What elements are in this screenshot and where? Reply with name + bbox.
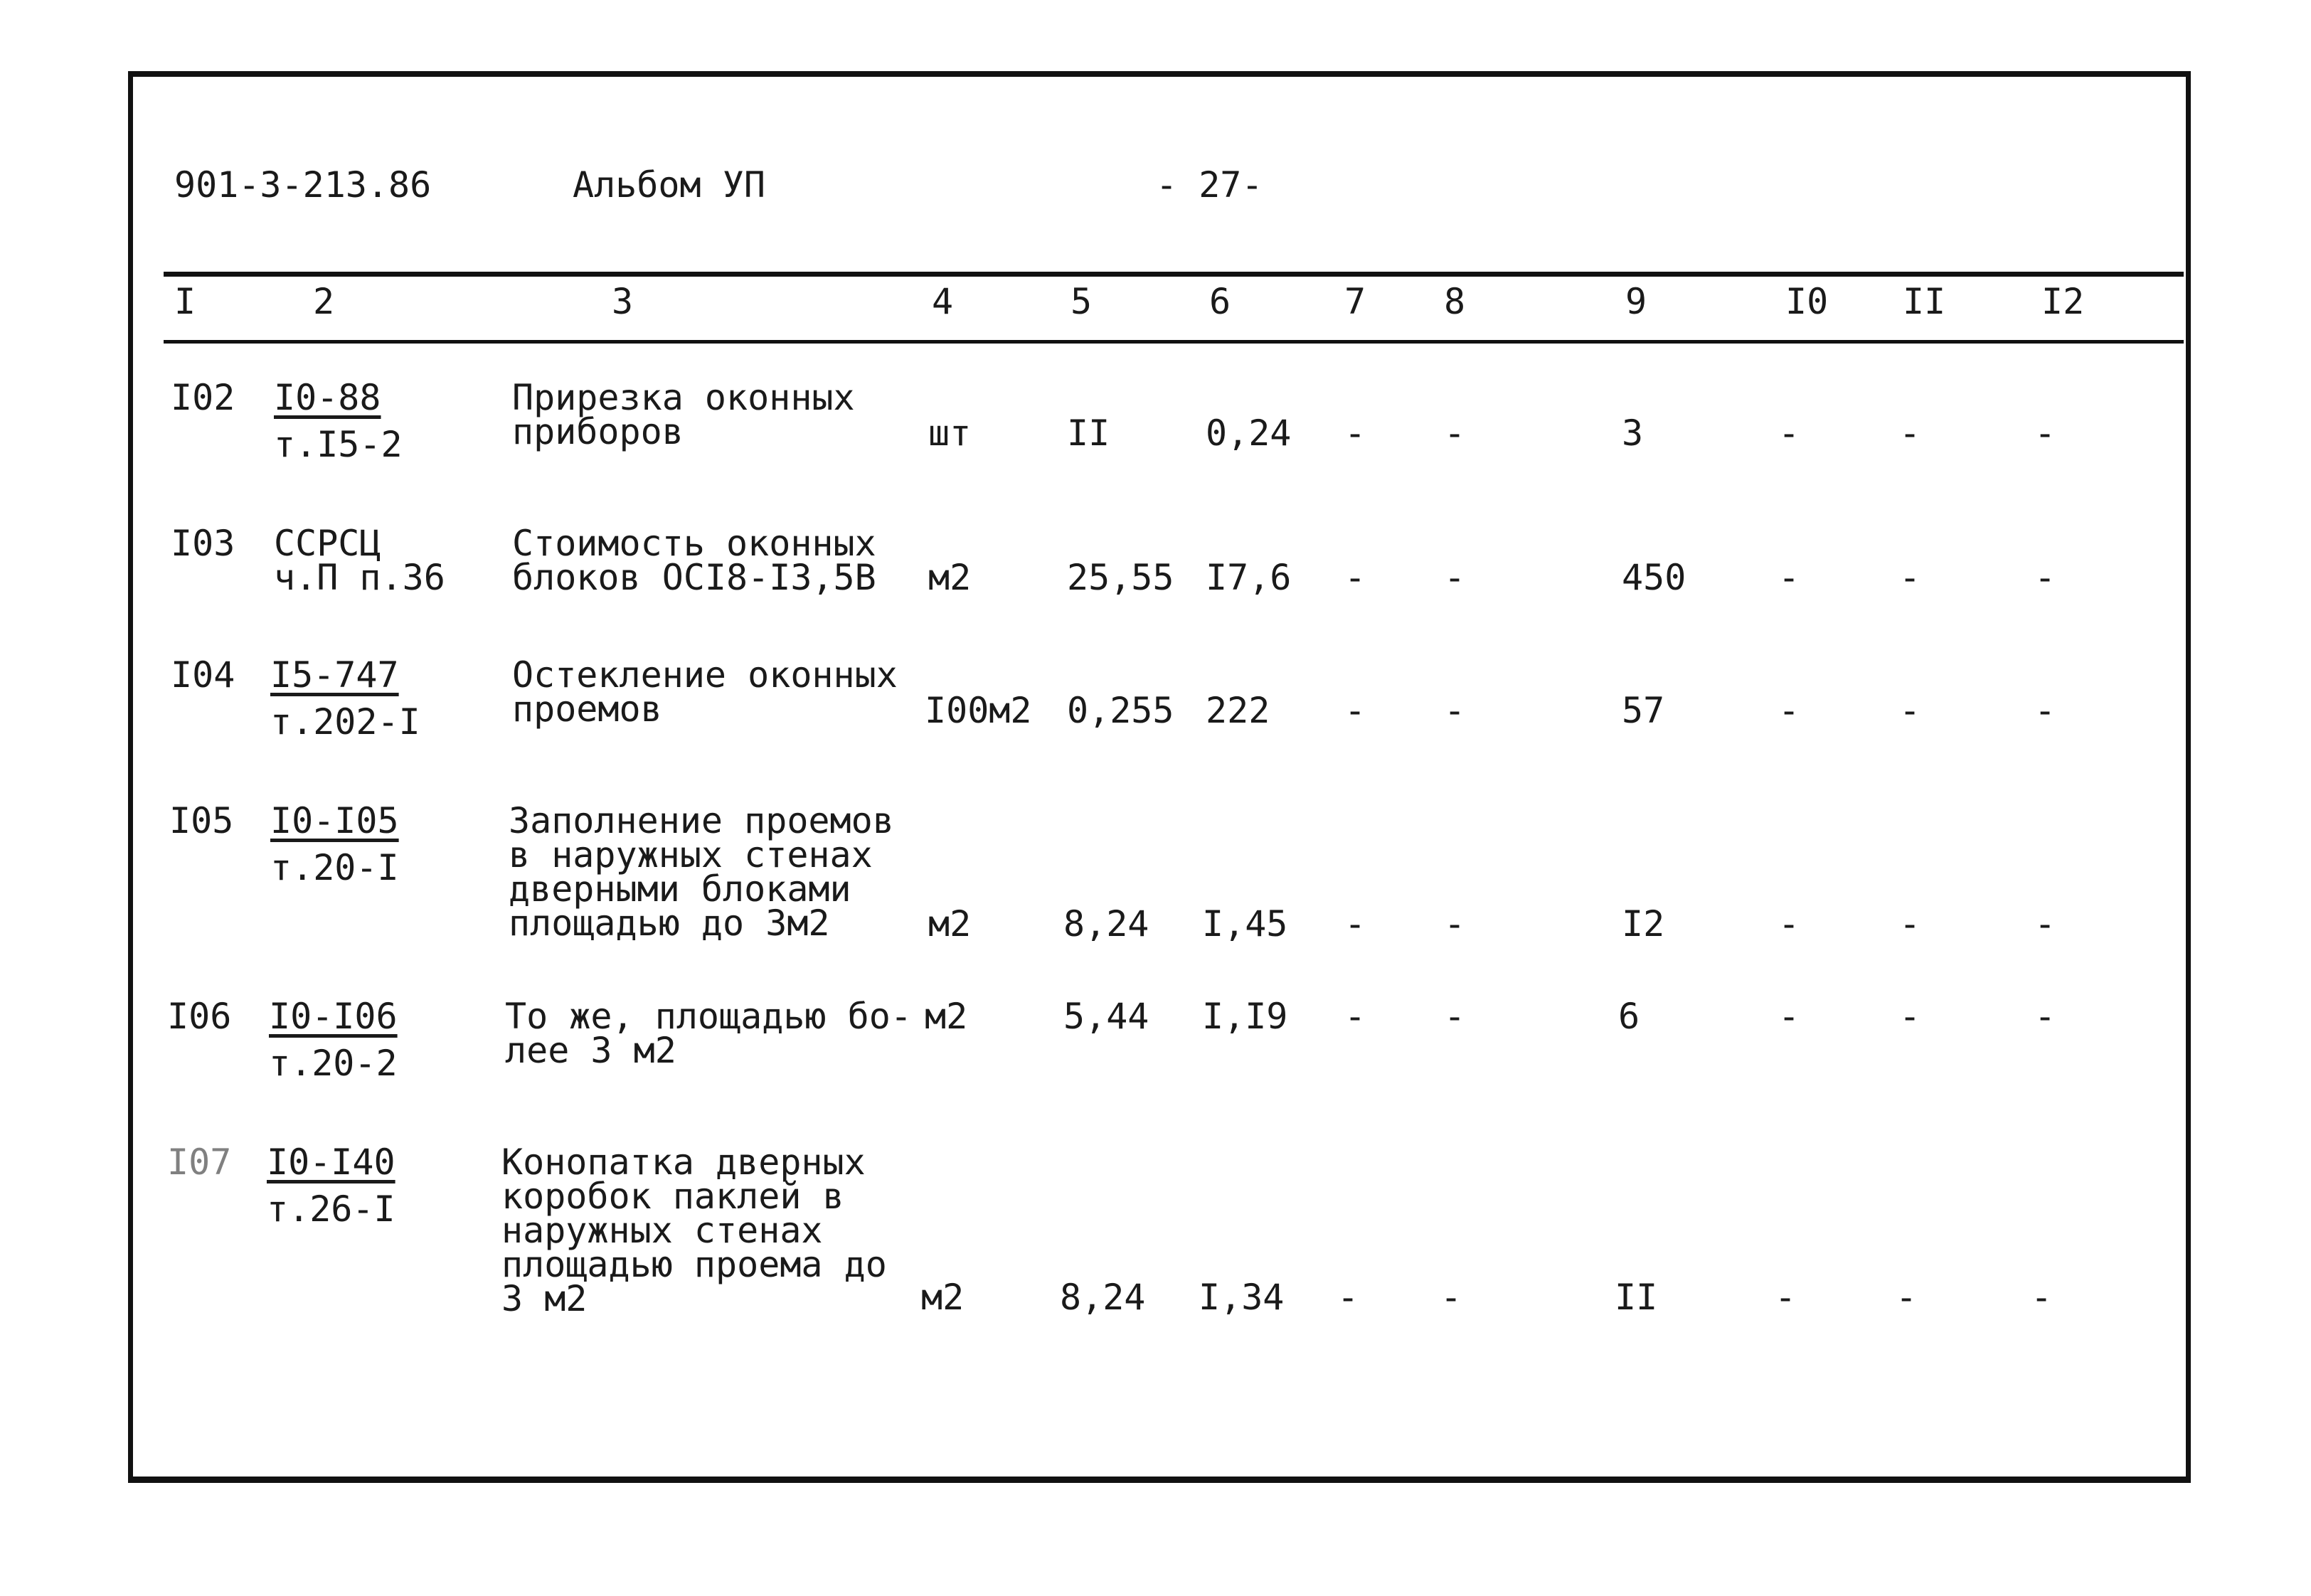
quantity: 25,55	[1067, 557, 1174, 598]
column-7-value: -	[1344, 557, 1366, 598]
column-12-value: -	[2034, 413, 2056, 454]
column-6-value: I,I9	[1202, 996, 1288, 1037]
column-6-value: I,34	[1199, 1277, 1285, 1318]
column-7-value: -	[1344, 996, 1366, 1037]
quantity: 5,44	[1063, 996, 1149, 1037]
unit: м2	[928, 903, 972, 945]
unit: м2	[925, 996, 968, 1037]
column-11-value: -	[1899, 413, 1921, 454]
norm-code: I0-88	[274, 377, 381, 418]
row-number: I03	[171, 523, 235, 564]
column-7-value: -	[1337, 1277, 1359, 1318]
work-description: Остекление оконных проемов	[512, 654, 898, 730]
column-12-value: -	[2031, 1277, 2053, 1318]
column-6-value: 0,24	[1206, 413, 1292, 454]
column-header: 8	[1444, 281, 1466, 322]
column-header: 4	[932, 281, 954, 322]
row-number: I04	[171, 654, 235, 696]
column-9-value: 3	[1622, 413, 1644, 454]
column-11-value: -	[1899, 557, 1921, 598]
norm-reference	[270, 800, 399, 888]
column-header: 6	[1209, 281, 1231, 322]
norm-table: т.20-2	[269, 1043, 398, 1084]
document-code: 901-3-213.86	[174, 164, 432, 206]
column-11-value: -	[1896, 1277, 1918, 1318]
column-12-value: -	[2034, 690, 2056, 731]
column-10-value: -	[1778, 690, 1800, 731]
column-header: 3	[612, 281, 634, 322]
column-11-value: -	[1899, 690, 1921, 731]
row-number: I07	[167, 1142, 232, 1183]
column-12-value: -	[2034, 557, 2056, 598]
column-9-value: 6	[1618, 996, 1640, 1037]
norm-table: т.26-I	[267, 1188, 395, 1230]
row-number: I02	[171, 377, 235, 418]
norm-table: т.I5-2	[274, 424, 403, 465]
column-6-value: I7,6	[1206, 557, 1292, 598]
column-7-value: -	[1344, 413, 1366, 454]
work-description: Конопатка дверных коробок паклей в наружных стенах площадью проема до 3 м2	[501, 1142, 887, 1319]
column-9-value: 57	[1622, 690, 1665, 731]
norm-code: ССРСЦ	[274, 523, 381, 564]
column-12-value: -	[2034, 903, 2056, 945]
column-10-value: -	[1778, 557, 1800, 598]
work-description: Прирезка оконных приборов	[512, 377, 855, 452]
norm-table: т.202-I	[270, 701, 420, 743]
column-8-value: -	[1444, 903, 1466, 945]
norm-reference	[274, 377, 403, 465]
quantity: 8,24	[1060, 1277, 1146, 1318]
column-8-value: -	[1444, 557, 1466, 598]
table-top-rule	[164, 272, 2184, 277]
norm-reference	[274, 523, 445, 598]
unit: м2	[928, 557, 972, 598]
norm-code: I0-I40	[267, 1142, 395, 1183]
work-description: То же, площадью бо- лее 3 м2	[505, 996, 912, 1071]
page-frame	[128, 71, 2191, 1483]
album-title: Альбом УП	[573, 164, 765, 206]
column-11-value: -	[1899, 903, 1921, 945]
column-8-value: -	[1440, 1277, 1462, 1318]
column-10-value: -	[1775, 1277, 1797, 1318]
column-12-value: -	[2034, 996, 2056, 1037]
column-header: I0	[1785, 281, 1829, 322]
norm-reference	[267, 1142, 395, 1230]
column-9-value: II	[1615, 1277, 1658, 1318]
column-header: 9	[1625, 281, 1647, 322]
norm-table: ч.П п.36	[274, 557, 445, 598]
column-header: 7	[1344, 281, 1366, 322]
column-8-value: -	[1444, 690, 1466, 731]
column-6-value: I,45	[1202, 903, 1288, 945]
column-10-value: -	[1778, 903, 1800, 945]
column-header: 5	[1071, 281, 1093, 322]
norm-code: I0-I05	[270, 800, 399, 841]
column-11-value: -	[1899, 996, 1921, 1037]
unit: м2	[921, 1277, 965, 1318]
quantity: II	[1067, 413, 1110, 454]
column-header: 2	[313, 281, 335, 322]
norm-table: т.20-I	[270, 847, 399, 888]
quantity: 8,24	[1063, 903, 1149, 945]
norm-code: I0-I06	[269, 996, 398, 1037]
column-header: II	[1903, 281, 1946, 322]
column-header: I2	[2041, 281, 2085, 322]
column-9-value: I2	[1622, 903, 1665, 945]
page-number: - 27-	[1156, 164, 1263, 206]
column-header: I	[174, 281, 196, 322]
unit: I00м2	[925, 690, 1032, 731]
work-description: Заполнение проемов в наружных стенах дверными блоками площадью до 3м2	[509, 800, 894, 944]
column-10-value: -	[1778, 413, 1800, 454]
column-7-value: -	[1344, 903, 1366, 945]
column-8-value: -	[1444, 413, 1466, 454]
row-number: I05	[169, 800, 234, 841]
column-6-value: 222	[1206, 690, 1270, 731]
norm-reference	[270, 654, 420, 743]
unit: шт	[928, 413, 972, 454]
column-9-value: 450	[1622, 557, 1686, 598]
column-8-value: -	[1444, 996, 1466, 1037]
column-10-value: -	[1778, 996, 1800, 1037]
norm-code: I5-747	[270, 654, 399, 696]
row-number: I06	[167, 996, 232, 1037]
quantity: 0,255	[1067, 690, 1174, 731]
norm-reference	[269, 996, 398, 1084]
work-description: Стоимость оконных блоков ОСI8-I3,5В	[512, 523, 876, 598]
column-7-value: -	[1344, 690, 1366, 731]
table-header-rule	[164, 340, 2184, 344]
